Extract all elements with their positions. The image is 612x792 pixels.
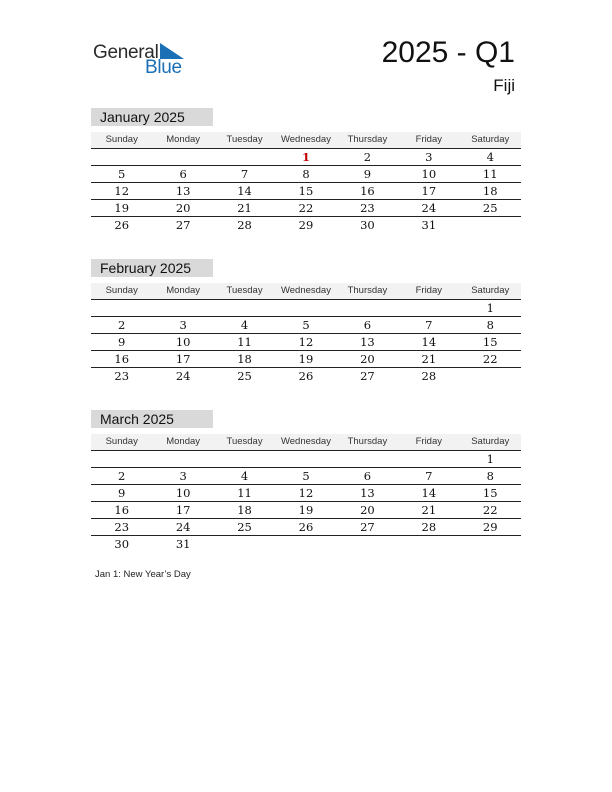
day-cell: 5	[118, 167, 126, 181]
weekday-label: Wednesday	[280, 436, 331, 447]
month-title: March 2025	[91, 410, 213, 428]
holiday-note: Jan 1: New Year’s Day	[95, 569, 191, 580]
week-row	[91, 536, 521, 552]
day-cell: 9	[118, 486, 126, 500]
week-row	[91, 183, 521, 200]
week-row	[91, 351, 521, 368]
weekday-label: Monday	[166, 436, 201, 447]
day-cell: 5	[302, 469, 310, 483]
day-cell	[398, 451, 459, 467]
day-cell: 3	[179, 469, 187, 483]
day-cell	[398, 536, 459, 552]
day-cell: 23	[360, 201, 375, 215]
day-cell: 8	[302, 167, 310, 181]
weekday-label: Sunday	[105, 436, 138, 447]
day-cell: 22	[482, 503, 498, 517]
weekday-label: Saturday	[471, 285, 510, 296]
weekday-label: Thursday	[347, 285, 388, 296]
day-cell: 26	[114, 218, 130, 232]
day-cell: 14	[237, 184, 252, 198]
day-cell	[214, 536, 275, 552]
week-row	[91, 166, 521, 183]
week-row	[91, 468, 521, 485]
day-cell: 7	[425, 469, 433, 483]
day-cell	[91, 451, 152, 467]
day-cell	[152, 451, 213, 467]
day-cell: 2	[118, 469, 126, 483]
day-cell: 1	[486, 301, 494, 315]
day-cell: 29	[298, 218, 314, 232]
day-cell: 16	[114, 503, 130, 517]
week-row	[91, 334, 521, 351]
week-row	[91, 502, 521, 519]
weekday-label: Saturday	[471, 134, 510, 145]
day-cell: 11	[237, 335, 252, 349]
day-cell: 12	[298, 335, 314, 349]
day-cell: 6	[363, 469, 372, 483]
weekday-label: Monday	[166, 134, 201, 145]
day-cell: 6	[363, 318, 372, 332]
day-cell: 23	[114, 520, 130, 534]
weekday-label: Friday	[415, 134, 443, 145]
week-row	[91, 200, 521, 217]
weekday-label: Saturday	[471, 436, 510, 447]
weekday-label: Friday	[415, 285, 443, 296]
week-row	[91, 317, 521, 334]
day-cell: 13	[360, 335, 375, 349]
day-cell: 6	[179, 167, 187, 181]
day-cell	[91, 300, 152, 316]
day-cell: 18	[237, 352, 252, 366]
day-cell	[460, 536, 521, 552]
day-cell: 21	[421, 503, 437, 517]
day-cell: 28	[421, 369, 437, 383]
week-row	[91, 451, 521, 468]
day-cell	[337, 451, 398, 467]
day-cell: 27	[175, 218, 191, 232]
page-title: 2025 - Q1	[381, 36, 515, 69]
weekday-label: Thursday	[347, 134, 388, 145]
day-cell	[460, 368, 521, 384]
month-title: February 2025	[91, 259, 213, 277]
weekday-label: Wednesday	[280, 285, 331, 296]
day-cell: 11	[482, 167, 498, 181]
day-cell: 19	[114, 201, 130, 215]
day-cell: 13	[175, 184, 191, 198]
day-cell: 25	[237, 369, 252, 383]
day-cell	[152, 300, 213, 316]
day-cell: 10	[421, 167, 437, 181]
day-cell: 10	[175, 486, 191, 500]
day-cell: 28	[421, 520, 437, 534]
weekday-header-row	[91, 132, 521, 149]
day-cell	[275, 536, 336, 552]
day-cell: 16	[114, 352, 130, 366]
day-cell: 31	[421, 218, 437, 232]
day-cell	[214, 300, 275, 316]
day-cell: 8	[486, 469, 494, 483]
day-cell: 2	[118, 318, 126, 332]
weekday-label: Thursday	[347, 436, 388, 447]
day-cell: 27	[360, 520, 375, 534]
day-cell	[275, 451, 336, 467]
logo-text-general: General	[93, 42, 159, 63]
day-cell	[214, 149, 275, 165]
day-cell: 23	[114, 369, 130, 383]
weekday-label: Tuesday	[226, 134, 263, 145]
weekday-label: Tuesday	[226, 285, 263, 296]
day-cell: 12	[298, 486, 314, 500]
month-title: January 2025	[91, 108, 213, 126]
weekday-header-row	[91, 283, 521, 300]
weekday-label: Sunday	[105, 134, 138, 145]
weekday-label: Friday	[415, 436, 443, 447]
day-cell: 3	[425, 150, 433, 164]
week-row	[91, 519, 521, 536]
day-cell: 30	[114, 537, 130, 551]
week-row	[91, 485, 521, 502]
day-cell: 24	[175, 369, 191, 383]
day-cell: 25	[482, 201, 498, 215]
day-cell: 15	[482, 486, 498, 500]
day-cell: 15	[482, 335, 498, 349]
day-cell: 21	[421, 352, 437, 366]
day-cell: 13	[360, 486, 375, 500]
day-cell: 17	[175, 503, 191, 517]
day-cell: 17	[421, 184, 437, 198]
weekday-header-row	[91, 434, 521, 451]
day-cell: 20	[360, 352, 375, 366]
day-cell: 8	[486, 318, 494, 332]
day-cell: 26	[298, 369, 314, 383]
day-cell: 19	[298, 503, 314, 517]
day-cell: 20	[175, 201, 191, 215]
day-cell: 28	[237, 218, 252, 232]
day-cell: 29	[482, 520, 498, 534]
day-cell: 5	[302, 318, 310, 332]
day-cell: 7	[240, 167, 249, 181]
day-cell: 20	[360, 503, 375, 517]
day-cell	[337, 300, 398, 316]
day-cell: 11	[237, 486, 252, 500]
day-cell: 4	[240, 318, 249, 332]
day-cell: 14	[421, 486, 437, 500]
day-cell: 4	[486, 150, 494, 164]
day-cell: 9	[118, 335, 126, 349]
day-cell: 12	[114, 184, 130, 198]
day-cell: 31	[175, 537, 191, 551]
day-cell: 25	[237, 520, 252, 534]
day-cell: 3	[179, 318, 187, 332]
day-cell: 19	[298, 352, 314, 366]
logo	[93, 42, 193, 78]
week-row	[91, 149, 521, 166]
day-cell: 14	[421, 335, 437, 349]
day-cell: 26	[298, 520, 314, 534]
day-cell: 22	[482, 352, 498, 366]
day-cell	[398, 300, 459, 316]
day-cell	[275, 300, 336, 316]
month-block	[91, 108, 521, 233]
month-block	[91, 259, 521, 384]
weekday-label: Monday	[166, 285, 201, 296]
day-cell	[337, 536, 398, 552]
day-cell: 21	[237, 201, 252, 215]
day-cell: 24	[421, 201, 437, 215]
day-cell: 10	[175, 335, 191, 349]
day-cell: 9	[363, 167, 372, 181]
day-cell: 16	[360, 184, 375, 198]
day-cell: 30	[360, 218, 375, 232]
month-block	[91, 410, 521, 552]
day-cell	[214, 451, 275, 467]
logo-text-blue: Blue	[145, 57, 182, 78]
day-cell: 4	[240, 469, 249, 483]
week-row	[91, 368, 521, 384]
weekday-label: Wednesday	[280, 134, 331, 145]
day-cell: 18	[237, 503, 252, 517]
week-row	[91, 300, 521, 317]
day-cell	[152, 149, 213, 165]
weekday-label: Sunday	[105, 285, 138, 296]
country-name: Fiji	[493, 76, 515, 95]
day-cell: 22	[298, 201, 314, 215]
day-cell	[91, 149, 152, 165]
day-cell: 1	[486, 452, 494, 466]
day-cell	[460, 217, 521, 233]
day-cell: 2	[363, 150, 372, 164]
weekday-label: Tuesday	[226, 436, 263, 447]
day-cell: 18	[482, 184, 498, 198]
day-cell: 17	[175, 352, 191, 366]
day-cell: 24	[175, 520, 191, 534]
day-cell: 7	[425, 318, 433, 332]
day-cell: 1	[301, 150, 310, 164]
day-cell: 15	[298, 184, 314, 198]
day-cell: 27	[360, 369, 375, 383]
week-row	[91, 217, 521, 233]
